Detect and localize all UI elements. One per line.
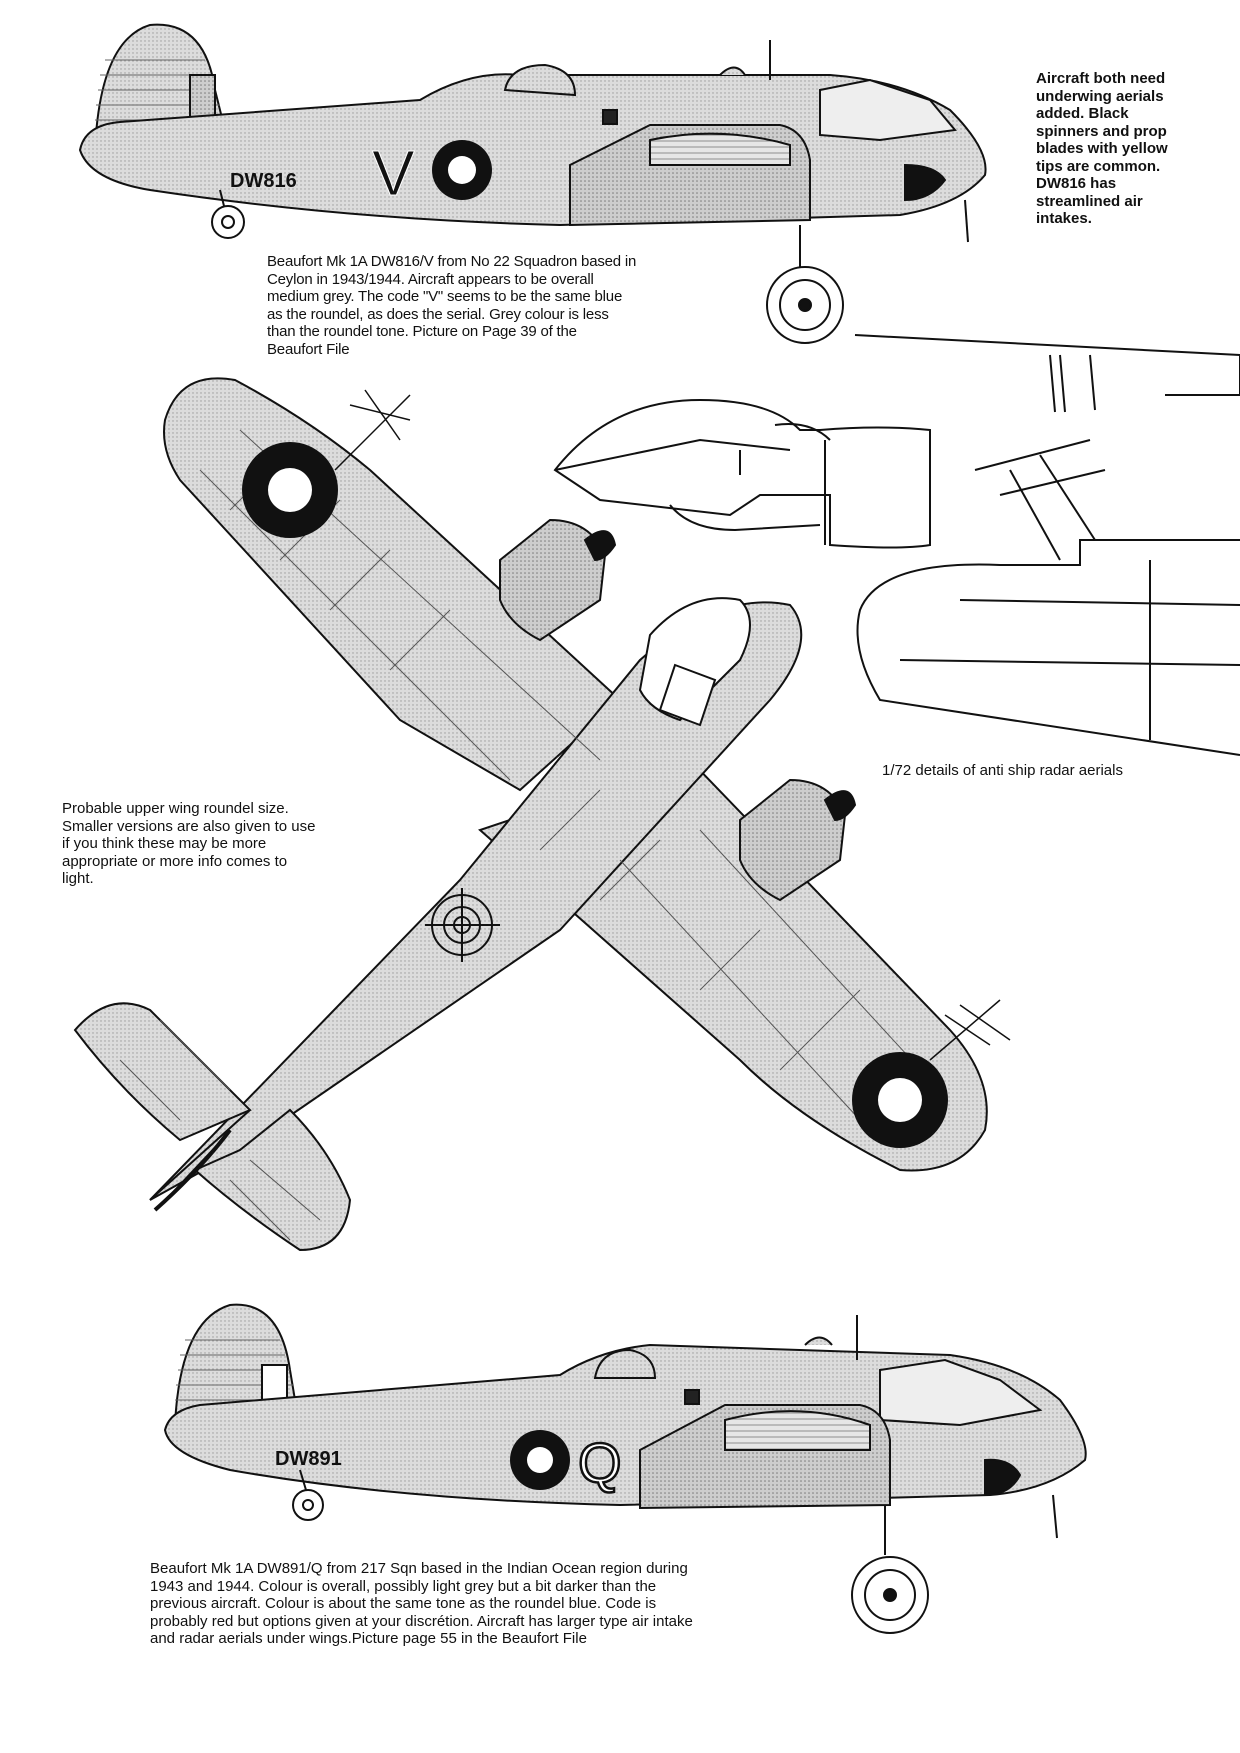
- caption-dw891: Beaufort Mk 1A DW891/Q from 217 Sqn based in the Indian Ocean region during 1943 and 1944. Colour is overall, possibly light grey but a bit darker than the previous aircraft. Colour is about the same tone as the roundel blue. Code is probably red but options given at your discrétion. Aircraft has larger type air intake and radar aerials under wings.Picture page 55 in the Beaufort File: [150, 1560, 693, 1648]
- dw891-roundel: [510, 1430, 570, 1490]
- wing-edge-detail: [855, 335, 1240, 395]
- wingtip-detail: [858, 540, 1240, 755]
- caption-dw816: Beaufort Mk 1A DW816/V from No 22 Squadron based in Ceylon in 1943/1944. Aircraft appears to be overall medium grey. The code "V" seems to be the same blue as the roundel, as does the serial. Grey colour is less than the roundel tone. Picture on Page 39 of the Beaufort File: [267, 253, 637, 358]
- tailplane-left: [75, 1003, 250, 1140]
- dw816-roundel: [432, 140, 492, 200]
- dorsal-turret: [505, 65, 575, 95]
- cockpit-glazing: [820, 80, 955, 140]
- roundel-upper-wing-left: [242, 442, 338, 538]
- dw816-serial: DW816: [230, 170, 297, 192]
- caption-radar-aerials: 1/72 details of anti ship radar aerials: [882, 762, 1123, 779]
- note-aerials-spinners: Aircraft both need underwing aerials added. Black spinners and prop blades with yellow tips are common. DW816 has streamlined air intakes.: [1036, 70, 1168, 228]
- dw816-code-letter: V: [372, 137, 415, 209]
- dw891-serial: DW891: [275, 1448, 342, 1470]
- cockpit-glazing-dw891: [880, 1360, 1040, 1425]
- roundel-upper-wing-right: [852, 1052, 948, 1148]
- note-roundel-size: Probable upper wing roundel size. Smaller versions are also given to use if you think these may be more appropriate or more info comes to light.: [62, 800, 316, 888]
- nacelle-detail: [555, 400, 930, 548]
- dw891-code-letter: Q: [578, 1431, 622, 1494]
